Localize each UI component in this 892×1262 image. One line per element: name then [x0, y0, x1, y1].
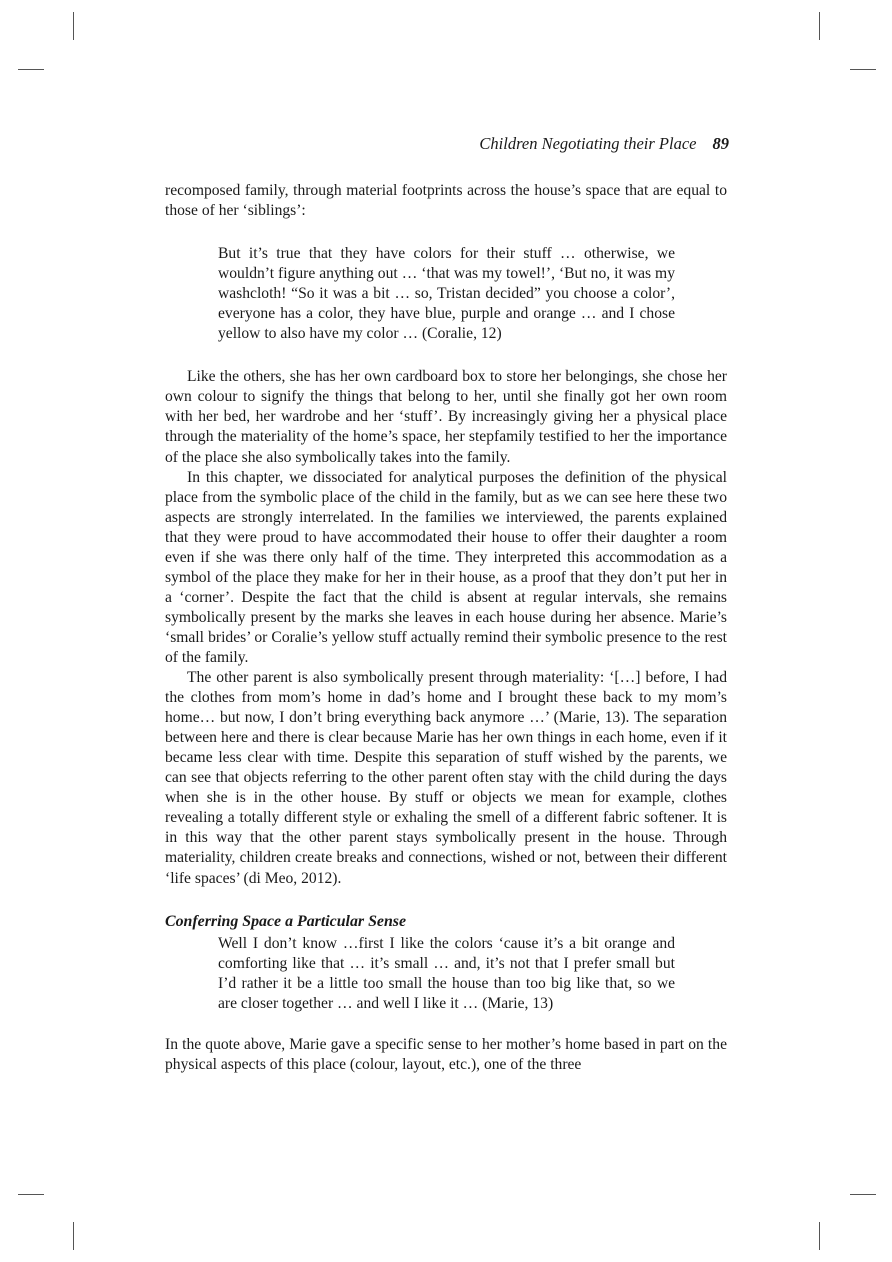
crop-mark-top-right — [819, 12, 820, 40]
crop-mark-left-upper — [18, 69, 44, 70]
running-title: Children Negotiating their Place — [479, 134, 697, 153]
paragraph-continuation: recomposed family, through material footprints across the house’s space that are equal to those of her ‘siblings’: — [165, 182, 727, 220]
section-heading: Conferring Space a Particular Sense — [165, 912, 407, 930]
crop-mark-top-left — [73, 12, 74, 40]
block-quote-coralie: But it’s true that they have colors for their stuff … otherwise, we wouldn’t figure anything out … ‘that was my towel!’, ‘But no, it was my washcloth! “So it was a bit … so, Tristan decided” you choose a color’, everyone has a color, they have blue, purple and orange … and I chose yellow to also have my color … (Coralie, 12) — [218, 245, 675, 343]
crop-mark-right-lower — [850, 1194, 876, 1195]
crop-mark-bottom-right — [819, 1222, 820, 1250]
paragraph: The other parent is also symbolically present through materiality: ‘[…] before, I had the clothes from mom’s home in dad’s home and I brought these back to my mom’s home… but now, I don’t bring everything back anymore …’ (Marie, 13). The separation between here and there is clear because Marie has her own things in each home, even if it became less clear with time. Despite this separation of stuff wished by the parents, we can see that objects referring to the other parent often stay with the child during the days when she is in the other house. By stuff or objects we mean for example, clothes revealing a totally different style or exhaling the smell of a different fabric softener. It is in this way that the other parent stays symbolically present in the house. Through materiality, children create breaks and connections, wished or not, between their different ‘life spaces’ (di Meo, 2012). — [165, 669, 727, 887]
crop-mark-bottom-left — [73, 1222, 74, 1250]
paragraph: In this chapter, we dissociated for analytical purposes the definition of the physical place from the symbolic place of the child in the family, but as we can see here these two aspects are strongly interrelated. In the families we interviewed, the parents explained that they were proud to have accommodated their house to offer their daughter a room even if she was there only half of the time. They interpreted this accommodation as a symbol of the place they make for her in their house, as a proof that they don’t put her in a ‘corner’. Despite the fact that the child is absent at regular intervals, she remains symbolically present by the marks she leaves in each house during her absence. Marie’s ‘small brides’ or Coralie’s yellow stuff actually remind their symbolic presence to the rest of the family. — [165, 468, 727, 666]
page-number: 89 — [712, 134, 729, 153]
crop-mark-right-upper — [850, 69, 876, 70]
body-text — [165, 181, 727, 1075]
block-quote-marie: Well I don’t know …first I like the colors ‘cause it’s a bit orange and comforting like that … it’s small … and, it’s not that I prefer small but I’d rather it be a little too small the house than too big like that, so we are closer together … and well I like it … (Marie, 13) — [218, 934, 675, 1012]
paragraph: In the quote above, Marie gave a specific sense to her mother’s home based in part on the physical aspects of this place (colour, layout, etc.), one of the three — [165, 1035, 727, 1073]
running-head — [165, 133, 729, 155]
paragraph: Like the others, she has her own cardboard box to store her belongings, she chose her own colour to signify the things that belong to her, until she finally got her own room with her bed, her wardrobe and her ‘stuff’. By increasingly giving her a physical place through the materiality of the home’s space, her stepfamily testified to her the importance of the place she also symbolically takes into the family. — [165, 368, 727, 466]
crop-mark-left-lower — [18, 1194, 44, 1195]
